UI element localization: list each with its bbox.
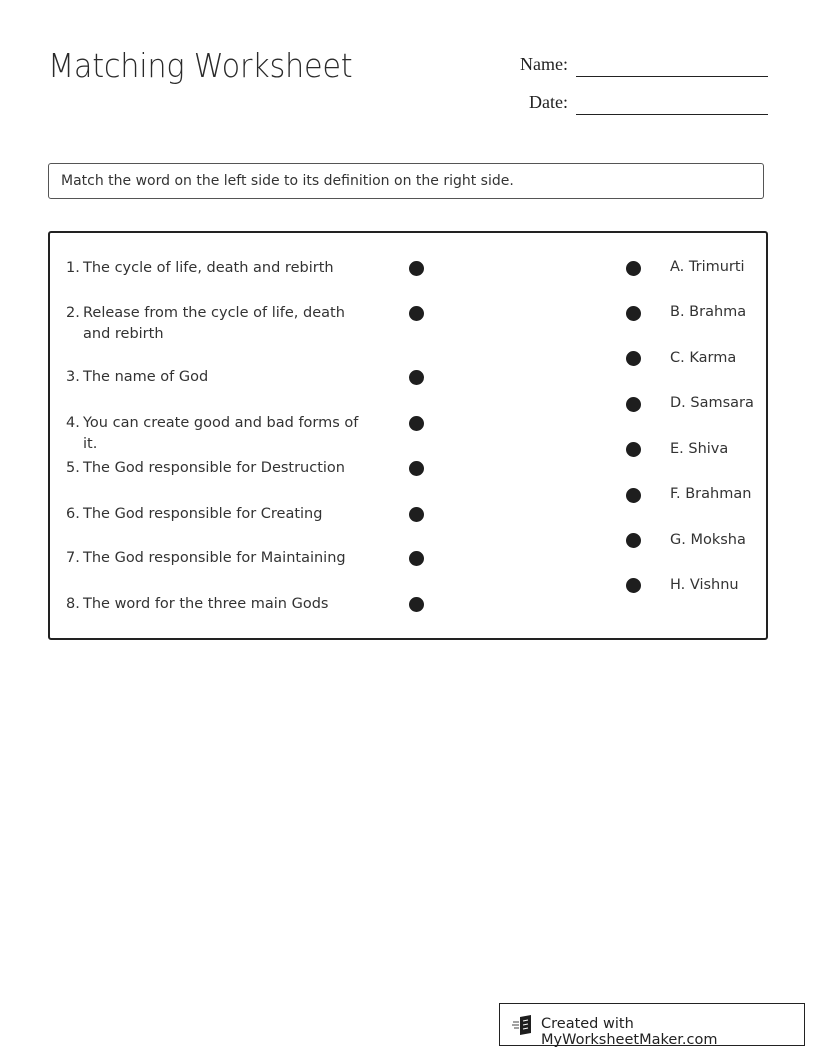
answer-item: F. Brahman (670, 486, 752, 502)
answer-item: B. Brahma (670, 304, 747, 320)
question-text: The God responsible for Maintaining (83, 550, 346, 566)
answer-connector-dot[interactable] (626, 261, 641, 276)
answer-item: A. Trimurti (670, 259, 745, 275)
question-number: 5. (66, 460, 80, 476)
question-text: The cycle of life, death and rebirth (83, 260, 334, 276)
question-item (66, 258, 366, 279)
question-connector-dot[interactable] (409, 261, 424, 276)
date-label: Date: (529, 92, 568, 112)
answer-item: D. Samsara (670, 395, 754, 411)
answer-connector-dot[interactable] (626, 488, 641, 503)
worksheet-logo-icon (512, 1015, 534, 1035)
question-number: 6. (66, 506, 80, 522)
question-number: 4. (66, 415, 80, 431)
question-number: 2. (66, 305, 80, 321)
question-number: 3. (66, 369, 80, 385)
question-text: The God responsible for Destruction (83, 460, 345, 476)
question-connector-dot[interactable] (409, 461, 424, 476)
name-label: Name: (520, 54, 568, 74)
question-connector-dot[interactable] (409, 551, 424, 566)
question-connector-dot[interactable] (409, 507, 424, 522)
footer-text: Created with MyWorksheetMaker.com (541, 1016, 718, 1048)
question-item (66, 413, 366, 455)
answer-connector-dot[interactable] (626, 533, 641, 548)
instructions-text: Match the word on the left side to its definition on the right side. (61, 173, 514, 189)
answer-item: E. Shiva (670, 441, 729, 457)
date-field[interactable] (576, 114, 768, 115)
question-text: You can create good and bad forms of it. (83, 415, 359, 452)
answer-connector-dot[interactable] (626, 351, 641, 366)
answer-connector-dot[interactable] (626, 442, 641, 457)
question-connector-dot[interactable] (409, 416, 424, 431)
footer-credit[interactable] (499, 1003, 805, 1046)
question-connector-dot[interactable] (409, 370, 424, 385)
question-item (66, 594, 366, 615)
question-connector-dot[interactable] (409, 306, 424, 321)
question-text: The name of God (83, 369, 209, 385)
name-field[interactable] (576, 76, 768, 77)
question-text: The word for the three main Gods (83, 596, 329, 612)
question-number: 1. (66, 260, 80, 276)
page-title: Matching Worksheet (48, 46, 353, 85)
question-item (66, 303, 366, 345)
answer-connector-dot[interactable] (626, 578, 641, 593)
question-number: 7. (66, 550, 80, 566)
question-item (66, 367, 366, 388)
answer-item: G. Moksha (670, 532, 746, 548)
answer-connector-dot[interactable] (626, 397, 641, 412)
question-item (66, 548, 366, 569)
question-number: 8. (66, 596, 80, 612)
question-text: The God responsible for Creating (83, 506, 323, 522)
question-item (66, 504, 366, 525)
answer-item: H. Vishnu (670, 577, 739, 593)
question-connector-dot[interactable] (409, 597, 424, 612)
answer-connector-dot[interactable] (626, 306, 641, 321)
question-text: Release from the cycle of life, death and rebirth (83, 305, 345, 342)
instructions-box (48, 163, 764, 199)
answer-item: C. Karma (670, 350, 737, 366)
question-item (66, 458, 366, 479)
